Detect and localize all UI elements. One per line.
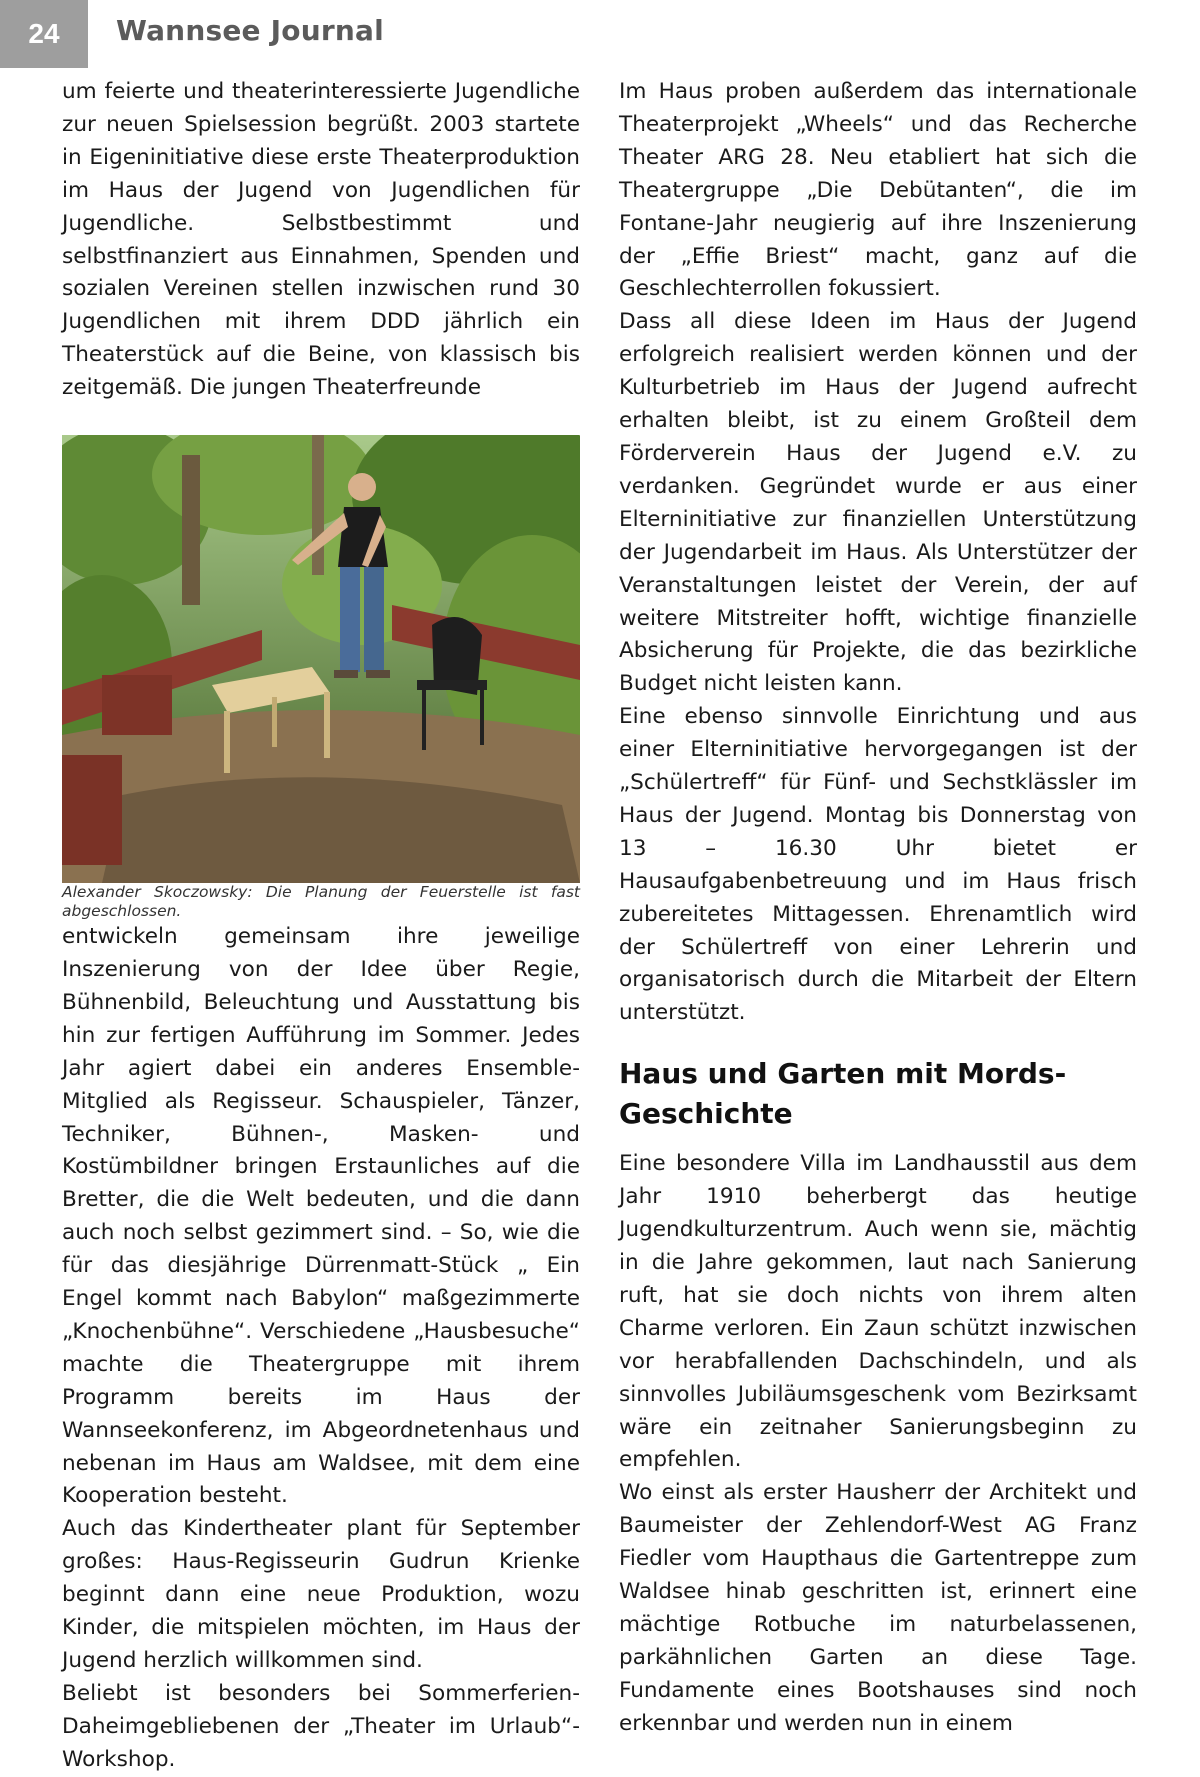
journal-title: Wannsee Journal <box>116 14 384 47</box>
left-column <box>62 76 580 1777</box>
paragraph: Eine ebenso sinnvolle Einrichtung und aus einer Elterninitiative hervorgegangen ist der „Schülertreff“ für Fünf- und Sechstklässler im Haus der Jugend. Montag bis Donnerstag von 13 – 16.30 Uhr bietet er Hausaufgabenbetreuung und im Haus frisch zubereitetes Mittagessen. Ehrenamtlich wird der Schülertreff von einer Lehrerin und organisatorisch durch die Mitarbeit der Eltern unterstützt. <box>619 704 1137 1026</box>
paragraph: entwickeln gemeinsam ihre jeweilige Inszenierung von der Idee über Regie, Bühnenbild, Beleuchtung und Ausstattung bis hin zur fertigen Aufführung im Sommer. Jedes Jahr agiert dabei ein anderes Ensemble-Mitglied als Regisseur. Schauspieler, Tänzer, Techniker, Bühnen-, Masken- und Kostümbildner bringen Erstaunliches auf die Bretter, die die Welt bedeuten, und die dann auch noch selbst gezimmert sind. – So, wie die für das diesjährige Dürrenmatt-Stück „ Ein Engel kommt nach Babylon“ maßgezimmerte „Knochenbühne“. Verschiedene „Hausbesuche“ machte die Theatergruppe mit ihrem Programm bereits im Haus der Wannseekonferenz, im Abgeordnetenhaus und nebenan im Haus am Waldsee, mit dem eine Kooperation besteht. <box>62 924 580 1509</box>
paragraph: Dass all diese Ideen im Haus der Jugend erfolgreich realisiert werden können und der Kulturbetrieb im Haus der Jugend aufrecht erhalten bleibt, ist zu einem Großteil dem Förderverein Haus der Jugend e.V. zu verdanken. Gegründet wurde er aus einer Elterninitiative zur finanziellen Unterstützung der Jugendarbeit im Haus. Als Unterstützer der Veranstaltungen leistet der Verein, der auf weitere Mitstreiter hofft, wichtige finanzielle Absicherung für Projekte, die das bezirkliche Budget nicht leisten kann. <box>619 309 1137 697</box>
garden-photo <box>62 435 580 883</box>
photo-caption: Alexander Skoczowsky: Die Planung der Feuerstelle ist fast abgeschlossen. <box>62 883 580 921</box>
paragraph: Eine besondere Villa im Landhausstil aus dem Jahr 1910 beherbergt das heutige Jugendkulturzentrum. Auch wenn sie, mächtig in die Jahre gekommen, laut nach Sanierung ruft, hat sie doch nichts von ihrem alten Charme verloren. Ein Zaun schützt inzwischen vor herabfallenden Dachschindeln, und als sinnvolles Jubiläumsgeschenk vom Bezirksamt wäre ein zeitnaher Sanierungsbeginn zu empfehlen. <box>619 1151 1137 1473</box>
page-number: 24 <box>0 0 88 68</box>
photo-illustration <box>62 435 580 883</box>
page-header <box>0 0 1200 68</box>
right-column <box>619 76 1137 1741</box>
paragraph: Wo einst als erster Hausherr der Architekt und Baumeister der Zehlendorf-West AG Franz Fiedler vom Haupthaus die Gartentreppe zum Waldsee hinab geschritten ist, erinnert eine mächtige Rotbuche im naturbelassenen, parkähnlichen Garten an diese Tage. Fundamente eines Bootshauses sind noch erkennbar und werden nun in einem <box>619 1480 1137 1736</box>
paragraph: Beliebt ist besonders bei Sommerferien-Daheimgebliebenen der „Theater im Urlaub“-Workshop. <box>62 1680 580 1772</box>
paragraph: Auch das Kindertheater plant für September großes: Haus-Regisseurin Gudrun Krienke beginnt dann eine neue Produktion, wozu Kinder, die mitspielen möchten, im Haus der Jugend herzlich willkommen sind. <box>62 1516 580 1673</box>
paragraph: Im Haus proben außerdem das internationale Theaterprojekt „Wheels“ und das Recherche Theater ARG 28. Neu etabliert hat sich die Theatergruppe „Die Debütanten“, die im Fontane-Jahr neugierig auf ihre Inszenierung der „Effie Briest“ macht, ganz auf die Geschlechterrollen fokussiert. <box>619 79 1137 302</box>
section-heading: Haus und Garten mit Mords-Geschichte <box>619 1057 1067 1131</box>
paragraph: um feierte und theaterinteressierte Jugendliche zur neuen Spielsession begrüßt. 2003 startete in Eigeninitiative diese erste Theaterproduktion im Haus der Jugend von Jugendlichen für Jugendliche. Selbstbestimmt und selbstfinanziert aus Einnahmen, Spenden und sozialen Vereinen stellen inzwischen rund 30 Jugendlichen mit ihrem DDD jährlich ein Theaterstück auf die Beine, von klassisch bis zeitgemäß. Die jungen Theaterfreunde <box>62 79 580 401</box>
